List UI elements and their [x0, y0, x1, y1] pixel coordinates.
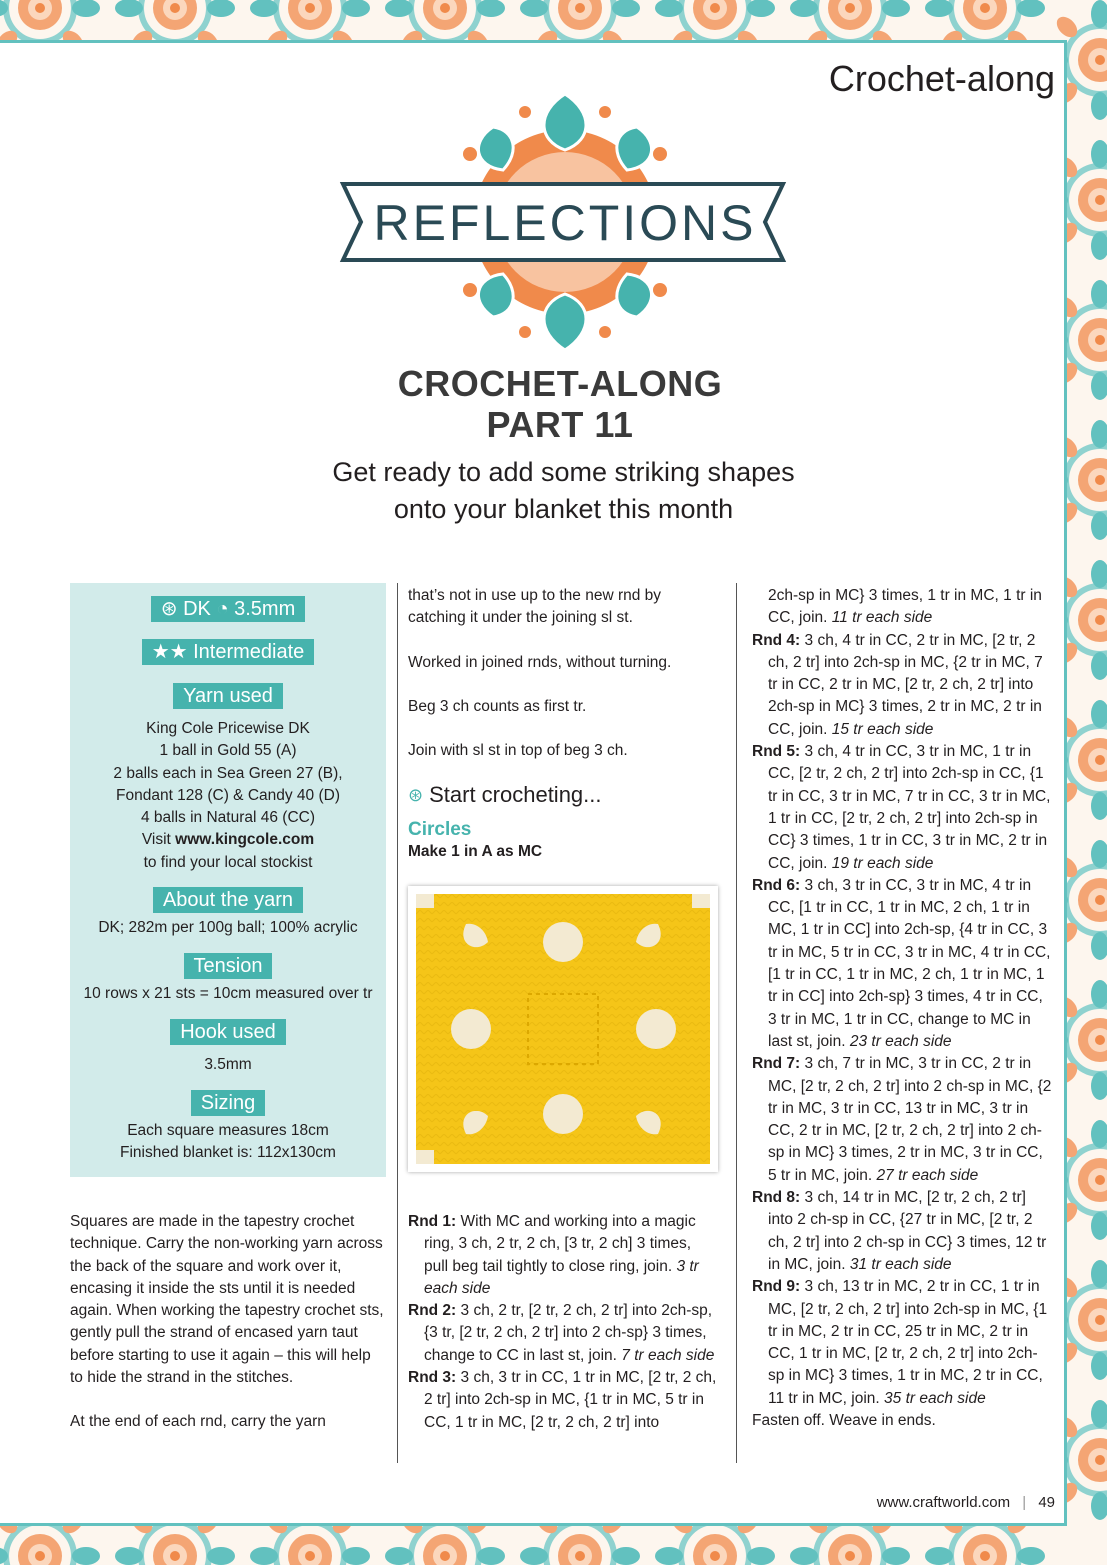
round-5: Rnd 5: 3 ch, 4 tr in CC, 3 tr in MC, 1 tr in CC, [2 tr, 2 ch, 2 tr] into 2ch-sp in CC, {1 tr in CC, 3 tr in MC, 7 tr in CC, 3 tr in MC, 1 tr in CC, [2 tr, 2 ch, 2 tr] into 2ch-sp in CC} 3 times, 1 tr in CC, 3 tr in MC, 2 tr in CC, join. 19 tr each side: [752, 743, 1051, 872]
worked-note: Worked in joined rnds, without turning.: [408, 653, 672, 671]
hook-text: 3.5mm: [204, 1056, 252, 1073]
title-line1: CROCHET-ALONG: [397, 363, 723, 404]
intro-paragraph: Squares are made in the tapestry crochet technique. Carry the non-working yarn across the back of the square and work over it, encasing it inside the sts until it is needed again. When working the tapestry crochet sts, gently pull the strand of encased yarn taut before starting to use it again – this will help to hide the strand in the stitches.: [70, 1213, 384, 1387]
sizing-text: Each square measures 18cm Finished blanket is: 112x130cm: [120, 1122, 336, 1162]
tension-text: 10 rows x 21 sts = 10cm measured over tr: [83, 985, 373, 1002]
crochet-square-image: [416, 894, 710, 1164]
round-2: Rnd 2: 3 ch, 2 tr, [2 tr, 2 ch, 2 tr] into 2ch-sp, {3 tr, [2 tr, 2 ch, 2 tr] into 2 ch-sp} 3 times, change to CC in last st, join. 7 tr each side: [408, 1302, 715, 1364]
round-4: Rnd 4: 3 ch, 4 tr in CC, 2 tr in MC, [2 tr, 2 ch, 2 tr] into 2ch-sp in MC, {2 tr in MC, 7 tr in CC, 2 tr in MC, [2 tr, 2 ch, 2 tr] into 2ch-sp in MC} 3 times, 2 tr in MC, 2 tr in CC, join. 15 tr each side: [752, 631, 1043, 738]
beg-note: Beg 3 ch counts as first tr.: [408, 697, 587, 715]
page-number: 49: [1038, 1494, 1055, 1511]
make-line: Make 1 in A as MC: [408, 843, 543, 861]
title-line2: PART 11: [486, 404, 634, 445]
column-3: [752, 585, 1052, 1432]
round-6: Rnd 6: 3 ch, 3 tr in CC, 3 tr in MC, 4 tr in CC, [1 tr in CC, 1 tr in MC, 2 ch, 1 tr in MC, 1 tr in CC] into 2ch-sp, {4 tr in CC, 3 tr in MC, 5 tr in CC, 3 tr in MC, 4 tr in CC, [1 tr in CC, 1 tr in MC, 2 ch, 1 tr in MC, 1 tr in CC] into 2ch-sp} 3 times, 4 tr in CC, 3 tr in MC, 1 tr in CC, change to MC in last st, join. 23 tr each side: [752, 876, 1051, 1050]
yarn-ball-icon: ⊛: [160, 598, 178, 620]
finish-note: Fasten off. Weave in ends.: [752, 1411, 936, 1429]
round-9: Rnd 9: 3 ch, 13 tr in MC, 2 tr in CC, 1 tr in MC, [2 tr, 2 ch, 2 tr] into 2ch-sp in MC, {1 tr in MC, 2 tr in CC, 25 tr in MC, 2 tr in CC, 1 tr in MC, [2 tr, 2 ch, 2 tr] into 2ch-sp in MC} 3 times, 1 tr in MC, 2 tr in CC, 11 tr in MC, join. 35 tr each side: [752, 1278, 1048, 1407]
carry-paragraph: At the end of each rnd, carry the yarn: [70, 1413, 326, 1431]
hook-label: 3.5mm: [234, 598, 296, 620]
yarn-details: King Cole Pricewise DK 1 ball in Gold 55 (A) 2 balls each in Sea Green 27 (B), Fondant 128 (C) & Candy 40 (D) 4 balls in Natural 46 (CC) Visit www.kingcole.com to find your local stockist: [113, 720, 343, 871]
column-2: [408, 585, 718, 863]
round-3: Rnd 3: 3 ch, 3 tr in CC, 1 tr in MC, [2 tr, 2 ch, 2 tr] into 2ch-sp in MC, {1 tr in MC, 5 tr in CC, 1 tr in MC, [2 tr, 2 ch, 2 tr] into: [408, 1369, 717, 1431]
start-heading: ⊛ Start crocheting...: [408, 782, 602, 808]
yarn-heading: Yarn used: [173, 683, 283, 709]
about-text: DK; 282m per 100g ball; 100% acrylic: [98, 919, 358, 936]
column-rule: [397, 583, 398, 1463]
round-8: Rnd 8: 3 ch, 14 tr in MC, [2 tr, 2 ch, 2 tr] into 2 ch-sp in CC, {27 tr in MC, [2 tr, 2 ch, 2 tr] into 2 ch-sp in CC} 3 times, 12 tr in MC, join. 31 tr each side: [752, 1189, 1047, 1273]
reflections-logo: [335, 95, 795, 350]
circles-heading: Circles: [408, 818, 472, 840]
section-tag: Crochet-along: [828, 58, 1055, 99]
footer: [877, 1494, 1055, 1511]
carry-paragraph-cont: that’s not in use up to the new rnd by catching it under the joining sl st.: [408, 587, 662, 627]
square-photo: [408, 886, 718, 1172]
weight-label: DK: [183, 598, 211, 620]
column-2-rounds: [408, 1211, 718, 1434]
yarn-ball-icon: ⊛: [408, 785, 424, 806]
round-7: Rnd 7: 3 ch, 7 tr in MC, 3 tr in CC, 2 tr in MC, [2 tr, 2 ch, 2 tr] into 2 ch-sp in MC, {2 tr in MC, 3 tr in CC, 13 tr in MC, 3 tr in CC, 2 tr in MC, [2 tr, 2 ch, 2 tr] into 2 ch-sp in MC} 3 times, 2 tr in MC, 3 tr in CC, 5 tr in MC, join. 27 tr each side: [752, 1055, 1052, 1184]
round-3-cont: 2ch-sp in MC} 3 times, 1 tr in MC, 1 tr in CC, join. 11 tr each side: [768, 587, 1042, 627]
round-1: Rnd 1: With MC and working into a magic ring, 3 ch, 2 tr, 2 ch, [3 tr, 2 ch] 3 times, pull beg tail tightly to close ring, join. 3 tr each side: [408, 1213, 699, 1297]
level-pill: ★★ Intermediate: [142, 639, 315, 665]
column-1: [70, 1211, 385, 1434]
logo-text: REFLECTIONS: [373, 195, 757, 251]
join-note: Join with sl st in top of beg 3 ch.: [408, 742, 628, 760]
footer-url[interactable]: www.craftworld.com: [876, 1494, 1011, 1511]
subtitle-line2: onto your blanket this month: [393, 494, 734, 524]
sizing-heading: Sizing: [191, 1090, 265, 1116]
kingcole-link[interactable]: www.kingcole.com: [175, 831, 315, 849]
footer-divider: |: [1022, 1494, 1027, 1511]
hook-icon: ◔: [216, 598, 229, 620]
column-rule: [736, 583, 737, 1463]
hook-heading: Hook used: [170, 1019, 286, 1045]
subtitle-line1: Get ready to add some striking shapes: [332, 457, 795, 487]
weight-hook-pill: [151, 596, 305, 622]
about-heading: About the yarn: [153, 887, 303, 913]
spec-box: [70, 583, 386, 1177]
subtitle: [0, 454, 1107, 528]
tension-heading: Tension: [184, 953, 273, 979]
